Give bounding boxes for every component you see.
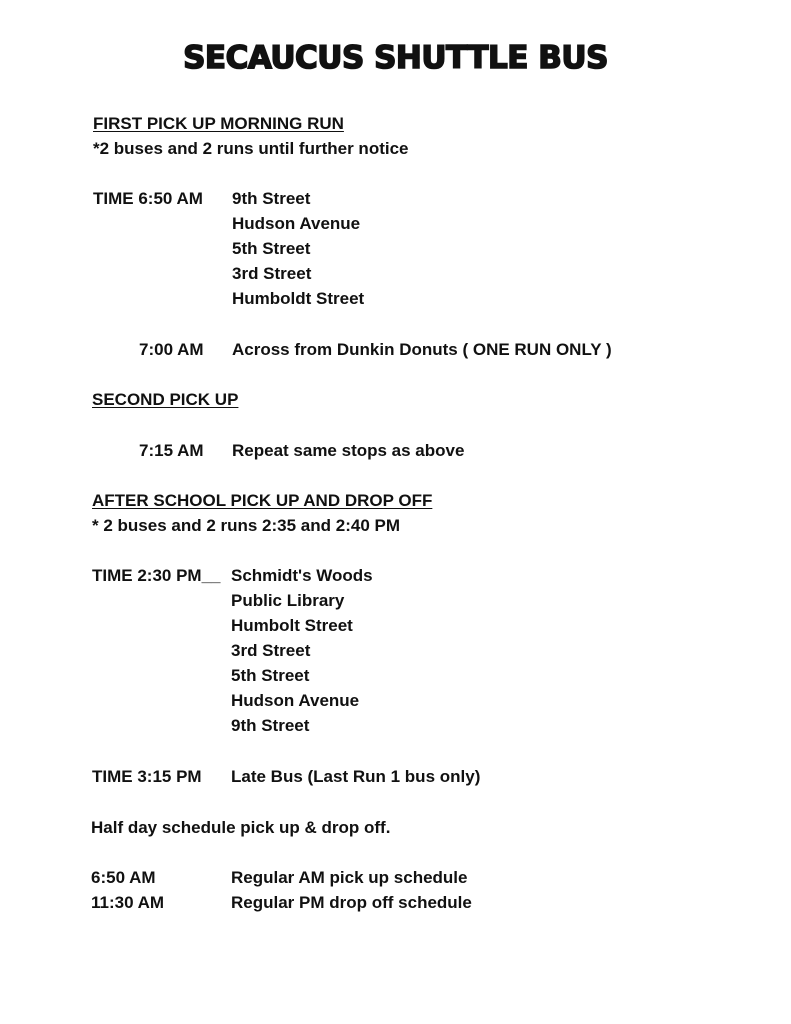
second-text: Repeat same stops as above bbox=[232, 441, 465, 460]
morning-heading: FIRST PICK UP MORNING RUN bbox=[93, 114, 344, 133]
morning-stop: Hudson Avenue bbox=[232, 214, 361, 233]
morning-stop: 9th Street bbox=[232, 189, 311, 208]
second-heading: SECOND PICK UP bbox=[92, 390, 239, 409]
morning-stop: Humboldt Street bbox=[232, 289, 365, 308]
half-day-time: 6:50 AM bbox=[91, 868, 156, 887]
after-school-note: * 2 buses and 2 runs 2:35 and 2:40 PM bbox=[92, 516, 401, 535]
after-school-stop: 5th Street bbox=[231, 666, 310, 685]
morning-stop: 3rd Street bbox=[232, 264, 312, 283]
after-school-stop: Hudson Avenue bbox=[231, 691, 360, 710]
half-day-text: Regular AM pick up schedule bbox=[231, 868, 468, 887]
after-school-time-label: TIME 2:30 PM__ bbox=[92, 566, 221, 585]
morning-note: *2 buses and 2 runs until further notice bbox=[93, 139, 409, 158]
half-day-text: Regular PM drop off schedule bbox=[231, 893, 472, 912]
half-day-time: 11:30 AM bbox=[91, 893, 165, 912]
late-bus-text: Late Bus (Last Run 1 bus only) bbox=[231, 767, 481, 786]
after-school-stop: Schmidt's Woods bbox=[231, 566, 373, 585]
after-school-stop: 3rd Street bbox=[231, 641, 311, 660]
dunkin-stop: Across from Dunkin Donuts ( ONE RUN ONLY ) bbox=[232, 340, 612, 359]
late-bus-time: TIME 3:15 PM bbox=[92, 767, 202, 786]
second-time: 7:15 AM bbox=[139, 441, 204, 460]
after-school-stop: Humbolt Street bbox=[231, 616, 353, 635]
half-day-heading: Half day schedule pick up & drop off. bbox=[91, 818, 391, 837]
after-school-stop: 9th Street bbox=[231, 716, 310, 735]
morning-time-label: TIME 6:50 AM bbox=[93, 189, 203, 208]
page-title: SECAUCUS SHUTTLE BUS bbox=[183, 40, 608, 76]
after-school-stop: Public Library bbox=[231, 591, 345, 610]
after-school-heading: AFTER SCHOOL PICK UP AND DROP OFF bbox=[92, 491, 433, 510]
morning-stop: 5th Street bbox=[232, 239, 311, 258]
dunkin-time: 7:00 AM bbox=[139, 340, 204, 359]
